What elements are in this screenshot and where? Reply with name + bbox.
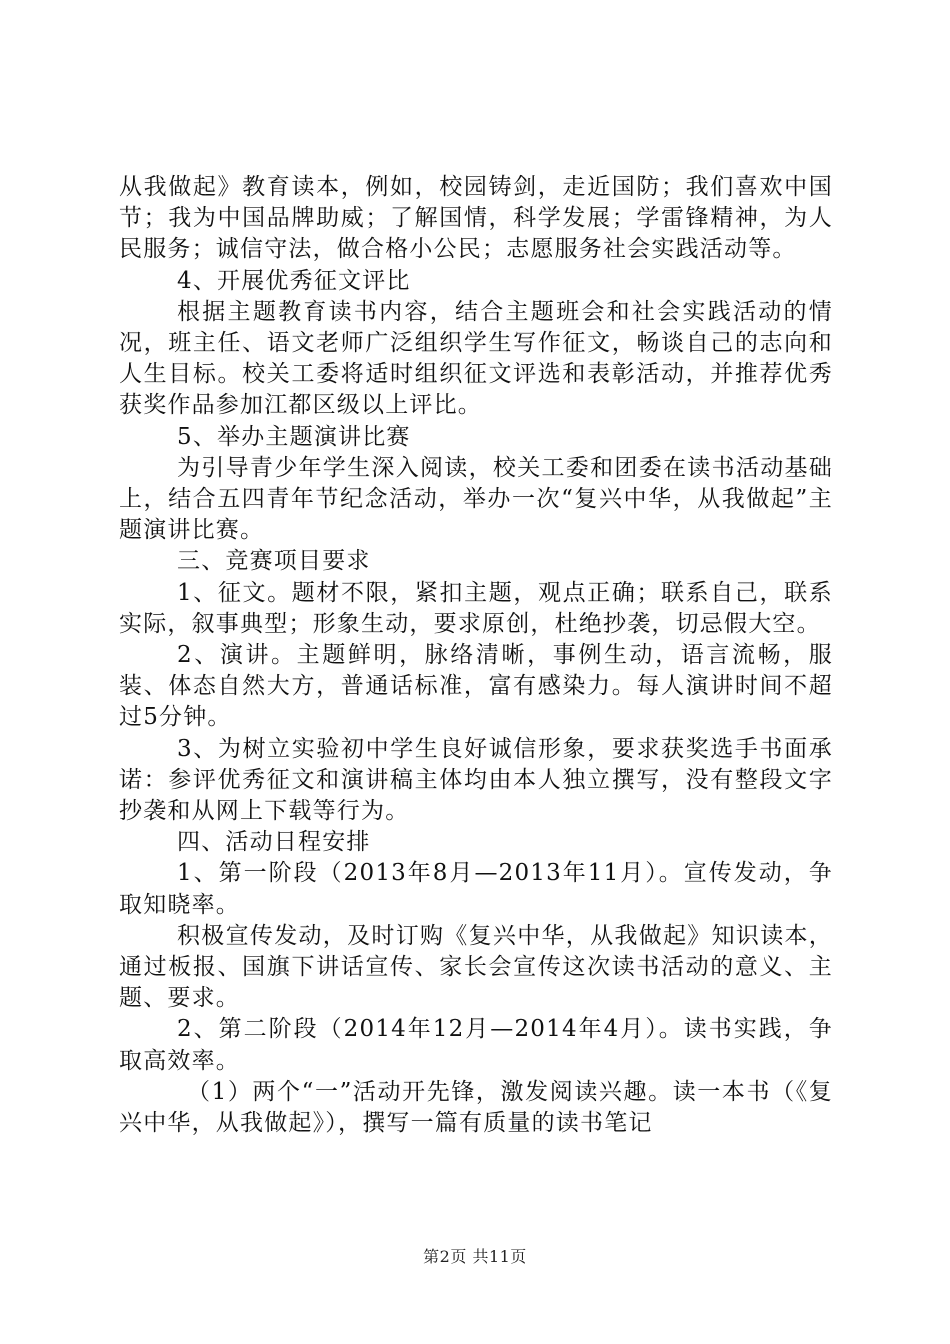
paragraph-stage-one: 1、第一阶段（2013年8月—2013年11月）。宣传发动，争取知晓率。 [119, 860, 833, 918]
paragraph-stage-two: 2、第二阶段（2014年12月—2014年4月）。读书实践，争取高效率。 [119, 1016, 833, 1074]
section-heading-requirements: 三、竞赛项目要求 [177, 548, 371, 575]
paragraph-continuation: 从我做起》教育读本，例如，校园铸剑，走近国防；我们喜欢中国节；我为中国品牌助威；了解国情，科学发展；学雷锋精神，为人民服务；诚信守法，做合格小公民；志愿服务社会实践活动等。 [119, 174, 833, 263]
paragraph-requirement-essay: 1、征文。题材不限，紧扣主题，观点正确；联系自己，联系实际，叙事典型；形象生动，要求原创，杜绝抄袭，切忌假大空。 [119, 579, 833, 637]
paragraph-requirement-speech: 2、演讲。主题鲜明，脉络清晰，事例生动，语言流畅，服装、体态自然大方，普通话标准，富有感染力。每人演讲时间不超过5分钟。 [119, 642, 833, 731]
paragraph-essay-details: 根据主题教育读书内容，结合主题班会和社会实践活动的情况，班主任、语文老师广泛组织学生写作征文，畅谈自己的志向和人生目标。校关工委将适时组织征文评选和表彰活动，并推荐优秀获奖作品参加江都区级以上评比。 [119, 298, 833, 419]
paragraph-requirement-integrity: 3、为树立实验初中学生良好诚信形象，要求获奖选手书面承诺：参评优秀征文和演讲稿主体均由本人独立撰写，没有整段文字抄袭和从网上下载等行为。 [119, 735, 833, 825]
section-heading-essay: 4、开展优秀征文评比 [177, 267, 411, 294]
section-heading-speech: 5、举办主题演讲比赛 [177, 423, 411, 450]
paragraph-speech-details: 为引导青少年学生深入阅读，校关工委和团委在读书活动基础上，结合五四青年节纪念活动，举办一次“复兴中华，从我做起”主题演讲比赛。 [119, 454, 833, 544]
document-body [119, 172, 833, 1139]
paragraph-stage-two-item-one: （1）两个“一”活动开先锋，激发阅读兴趣。读一本书（《复兴中华，从我做起》），撰写一篇有质量的读书笔记 [119, 1078, 833, 1137]
paragraph-stage-one-details: 积极宣传发动，及时订购《复兴中华，从我做起》知识读本，通过板报、国旗下讲话宣传、家长会宣传这次读书活动的意义、主题、要求。 [119, 922, 833, 1012]
section-heading-schedule: 四、活动日程安排 [177, 829, 371, 856]
page-number-footer: 第2页 共11页 [423, 1247, 527, 1266]
